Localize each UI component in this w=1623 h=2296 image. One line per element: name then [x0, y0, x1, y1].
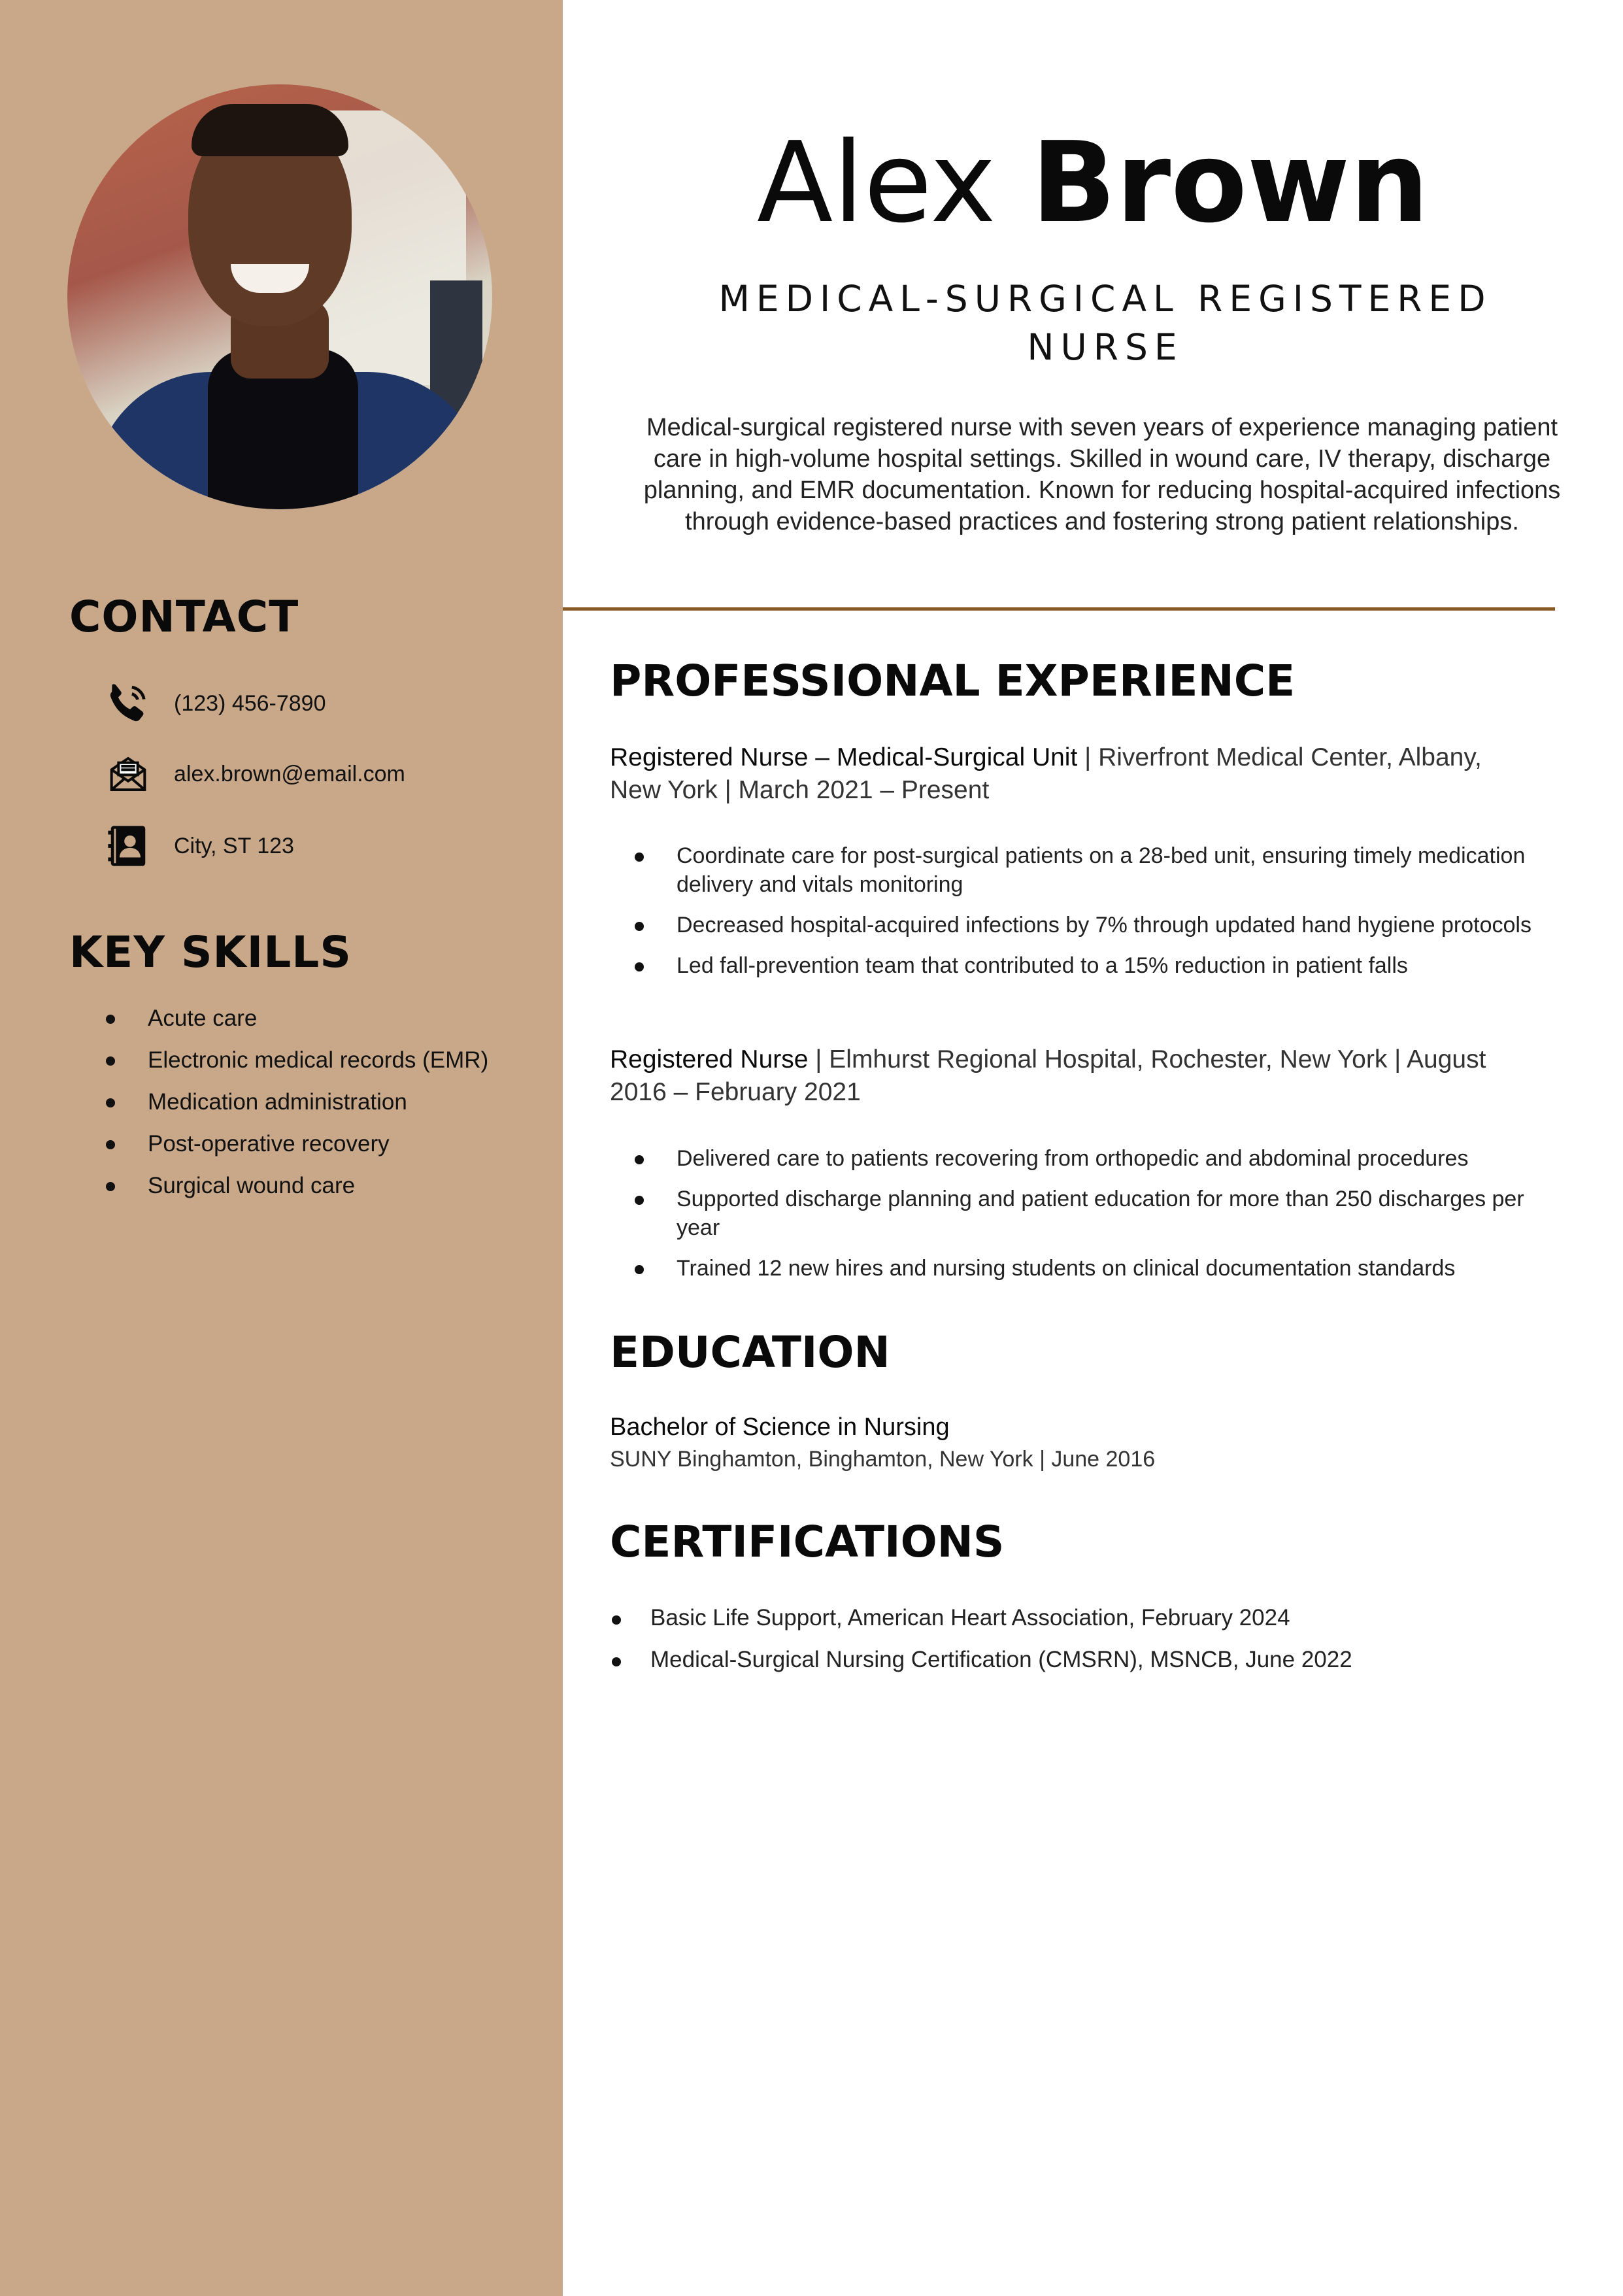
- list-item: Supported discharge planning and patient education for more than 250 discharges per year: [628, 1185, 1543, 1242]
- address-text: City, ST 123: [174, 833, 294, 858]
- job-details: | Riverfront Medical Center, Albany, New York | March 2021 – Present: [610, 743, 1482, 804]
- envelope-icon: [105, 751, 152, 798]
- list-item: Medical-Surgical Nursing Certification (CMSRN), MSNCB, June 2022: [595, 1646, 1352, 1687]
- list-item: Medication administration: [105, 1089, 488, 1131]
- contact-phone: [105, 680, 326, 727]
- job-entry-1: [610, 741, 1538, 807]
- education-school: SUNY Binghamton, Binghamton, New York | June 2016: [610, 1447, 1156, 1472]
- job-details: | Elmhurst Regional Hospital, Rochester, New York | August 2016 – February 2021: [610, 1045, 1486, 1106]
- summary: Medical-surgical registered nurse with seven years of experience managing patient care in high-volume hospital settings. Skilled in wound care, IV therapy, discharge planning, and EMR documentation. Known for reducing hospital-acquired infections through evidence-based practices and fostering strong patient relationships.: [643, 414, 1561, 535]
- list-item: Coordinate care for post-surgical patients on a 28-bed unit, ensuring timely medication delivery and vitals monitoring: [628, 841, 1543, 899]
- education-degree: Bachelor of Science in Nursing: [610, 1413, 950, 1441]
- contact-address: [105, 822, 294, 869]
- job-role: Registered Nurse – Medical-Surgical Unit: [610, 743, 1078, 771]
- phone-text: (123) 456-7890: [174, 690, 326, 716]
- education-heading: EDUCATION: [610, 1327, 890, 1377]
- list-item: Led fall-prevention team that contributed to a 15% reduction in patient falls: [628, 951, 1543, 980]
- job-role: Registered Nurse: [610, 1045, 809, 1073]
- contact-email: [105, 751, 405, 798]
- list-item: Acute care: [105, 1005, 488, 1047]
- certifications-list: [595, 1604, 1352, 1687]
- list-item: Trained 12 new hires and nursing students on clinical documentation standards: [628, 1254, 1543, 1283]
- list-item: Post-operative recovery: [105, 1131, 488, 1173]
- list-item: Surgical wound care: [105, 1173, 488, 1215]
- email-text: alex.brown@email.com: [174, 761, 405, 786]
- experience-heading: PROFESSIONAL EXPERIENCE: [610, 656, 1296, 706]
- contact-heading: CONTACT: [69, 592, 299, 642]
- last-name: Brown: [1031, 118, 1430, 248]
- certifications-heading: CERTIFICATIONS: [610, 1517, 1005, 1567]
- list-item: Delivered care to patients recovering from orthopedic and abdominal procedures: [628, 1144, 1543, 1173]
- profile-photo: [67, 84, 492, 509]
- phone-icon: [105, 680, 152, 727]
- list-item: Electronic medical records (EMR): [105, 1047, 488, 1089]
- key-skills-list: [105, 1005, 488, 1215]
- divider: [563, 607, 1555, 611]
- address-book-icon: [105, 822, 152, 869]
- list-item: Decreased hospital-acquired infections by 7% through updated hand hygiene protocols: [628, 911, 1543, 939]
- candidate-name: [563, 118, 1623, 248]
- first-name: Alex: [756, 118, 996, 248]
- job-title: MEDICAL-SURGICAL REGISTERED NURSE: [718, 278, 1492, 368]
- main-content: [563, 0, 1623, 2296]
- job-1-bullets: [628, 841, 1543, 992]
- list-item: Basic Life Support, American Heart Association, February 2024: [595, 1604, 1352, 1646]
- sidebar: [0, 0, 563, 2296]
- key-skills-heading: KEY SKILLS: [69, 927, 352, 977]
- job-2-bullets: [628, 1144, 1543, 1294]
- job-entry-2: [610, 1043, 1538, 1109]
